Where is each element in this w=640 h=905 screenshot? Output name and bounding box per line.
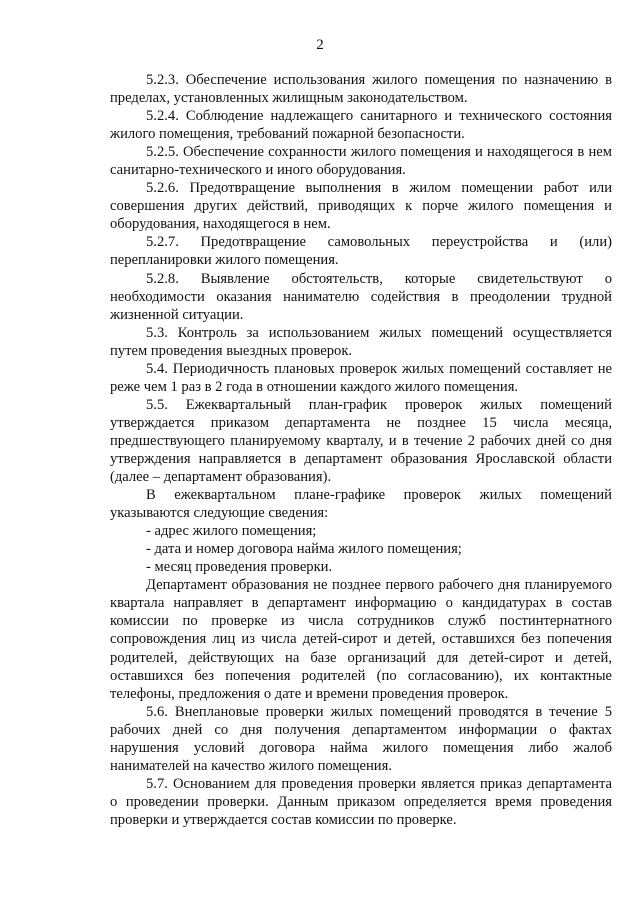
- list-item-contract: - дата и номер договора найма жилого помещения;: [146, 541, 462, 558]
- paragraph-5-4: 5.4. Периодичность плановых проверок жилых помещений составляет не реже чем 1 раз в 2 года в отношении каждого жилого помещения.: [110, 360, 612, 395]
- paragraph-5-2-8: 5.2.8. Выявление обстоятельств, которые свидетельствуют о необходимости оказания нанимателю содействия в преодолении трудной жизненной ситуации.: [110, 270, 612, 323]
- list-item-address: - адрес жилого помещения;: [146, 523, 317, 540]
- paragraph-5-5: 5.5. Ежеквартальный план-график проверок жилых помещений утверждается приказом департамента не позднее 15 числа месяца, предшествующего планируемому кварталу, и в течение 2 рабочих дней со дня утверждения направляется в департамент образования Ярославской области (далее – департамент образования).: [110, 396, 612, 486]
- paragraph-5-2-7: 5.2.7. Предотвращение самовольных переустройства и (или) перепланировки жилого помещения.: [110, 234, 612, 269]
- paragraph-5-7: 5.7. Основанием для проведения проверки является приказ департамента о проведении проверки. Данным приказом определяется время проведения проверки и утверждается состав комиссии по проверке.: [110, 775, 612, 828]
- paragraph-5-3: 5.3. Контроль за использованием жилых помещений осуществляется путем проведения выездных проверок.: [110, 324, 612, 359]
- page-number: 2: [316, 37, 324, 53]
- document-body: [110, 71, 612, 829]
- paragraph-5-2-3: 5.2.3. Обеспечение использования жилого помещения по назначению в пределах, установленных жилищным законодательством.: [110, 72, 612, 107]
- paragraph-5-6: 5.6. Внеплановые проверки жилых помещений проводятся в течение 5 рабочих дней со дня получения департаментом информации о фактах нарушения условий договора найма жилого помещения либо жалоб нанимателей на качество жилого помещения.: [110, 703, 612, 774]
- paragraph-5-2-4: 5.2.4. Соблюдение надлежащего санитарного и технического состояния жилого помещения, требований пожарной безопасности.: [110, 108, 612, 143]
- paragraph-education-department: Департамент образования не позднее первого рабочего дня планируемого квартала направляет в департамент информацию о кандидатурах в состав комиссии по проверке из числа сотрудников служб постинтернатного сопровождения лиц из числа детей-сирот и детей, оставшихся без попечения родителей, действующих на базе организаций для детей-сирот и детей, оставшихся без попечения родителей (по согласованию), их контактные телефоны, предложения о дате и времени проведения проверок.: [110, 577, 612, 702]
- paragraph-5-2-5: 5.2.5. Обеспечение сохранности жилого помещения и находящегося в нем санитарно-технического и иного оборудования.: [110, 144, 612, 179]
- list-item-month: - месяц проведения проверки.: [146, 559, 333, 576]
- paragraph-5-2-6: 5.2.6. Предотвращение выполнения в жилом помещении работ или совершения других действий, приводящих к порче жилого помещения и оборудования, находящегося в нем.: [110, 180, 612, 233]
- paragraph-plan-contents: В ежеквартальном плане-графике проверок жилых помещений указываются следующие сведения:: [110, 487, 612, 522]
